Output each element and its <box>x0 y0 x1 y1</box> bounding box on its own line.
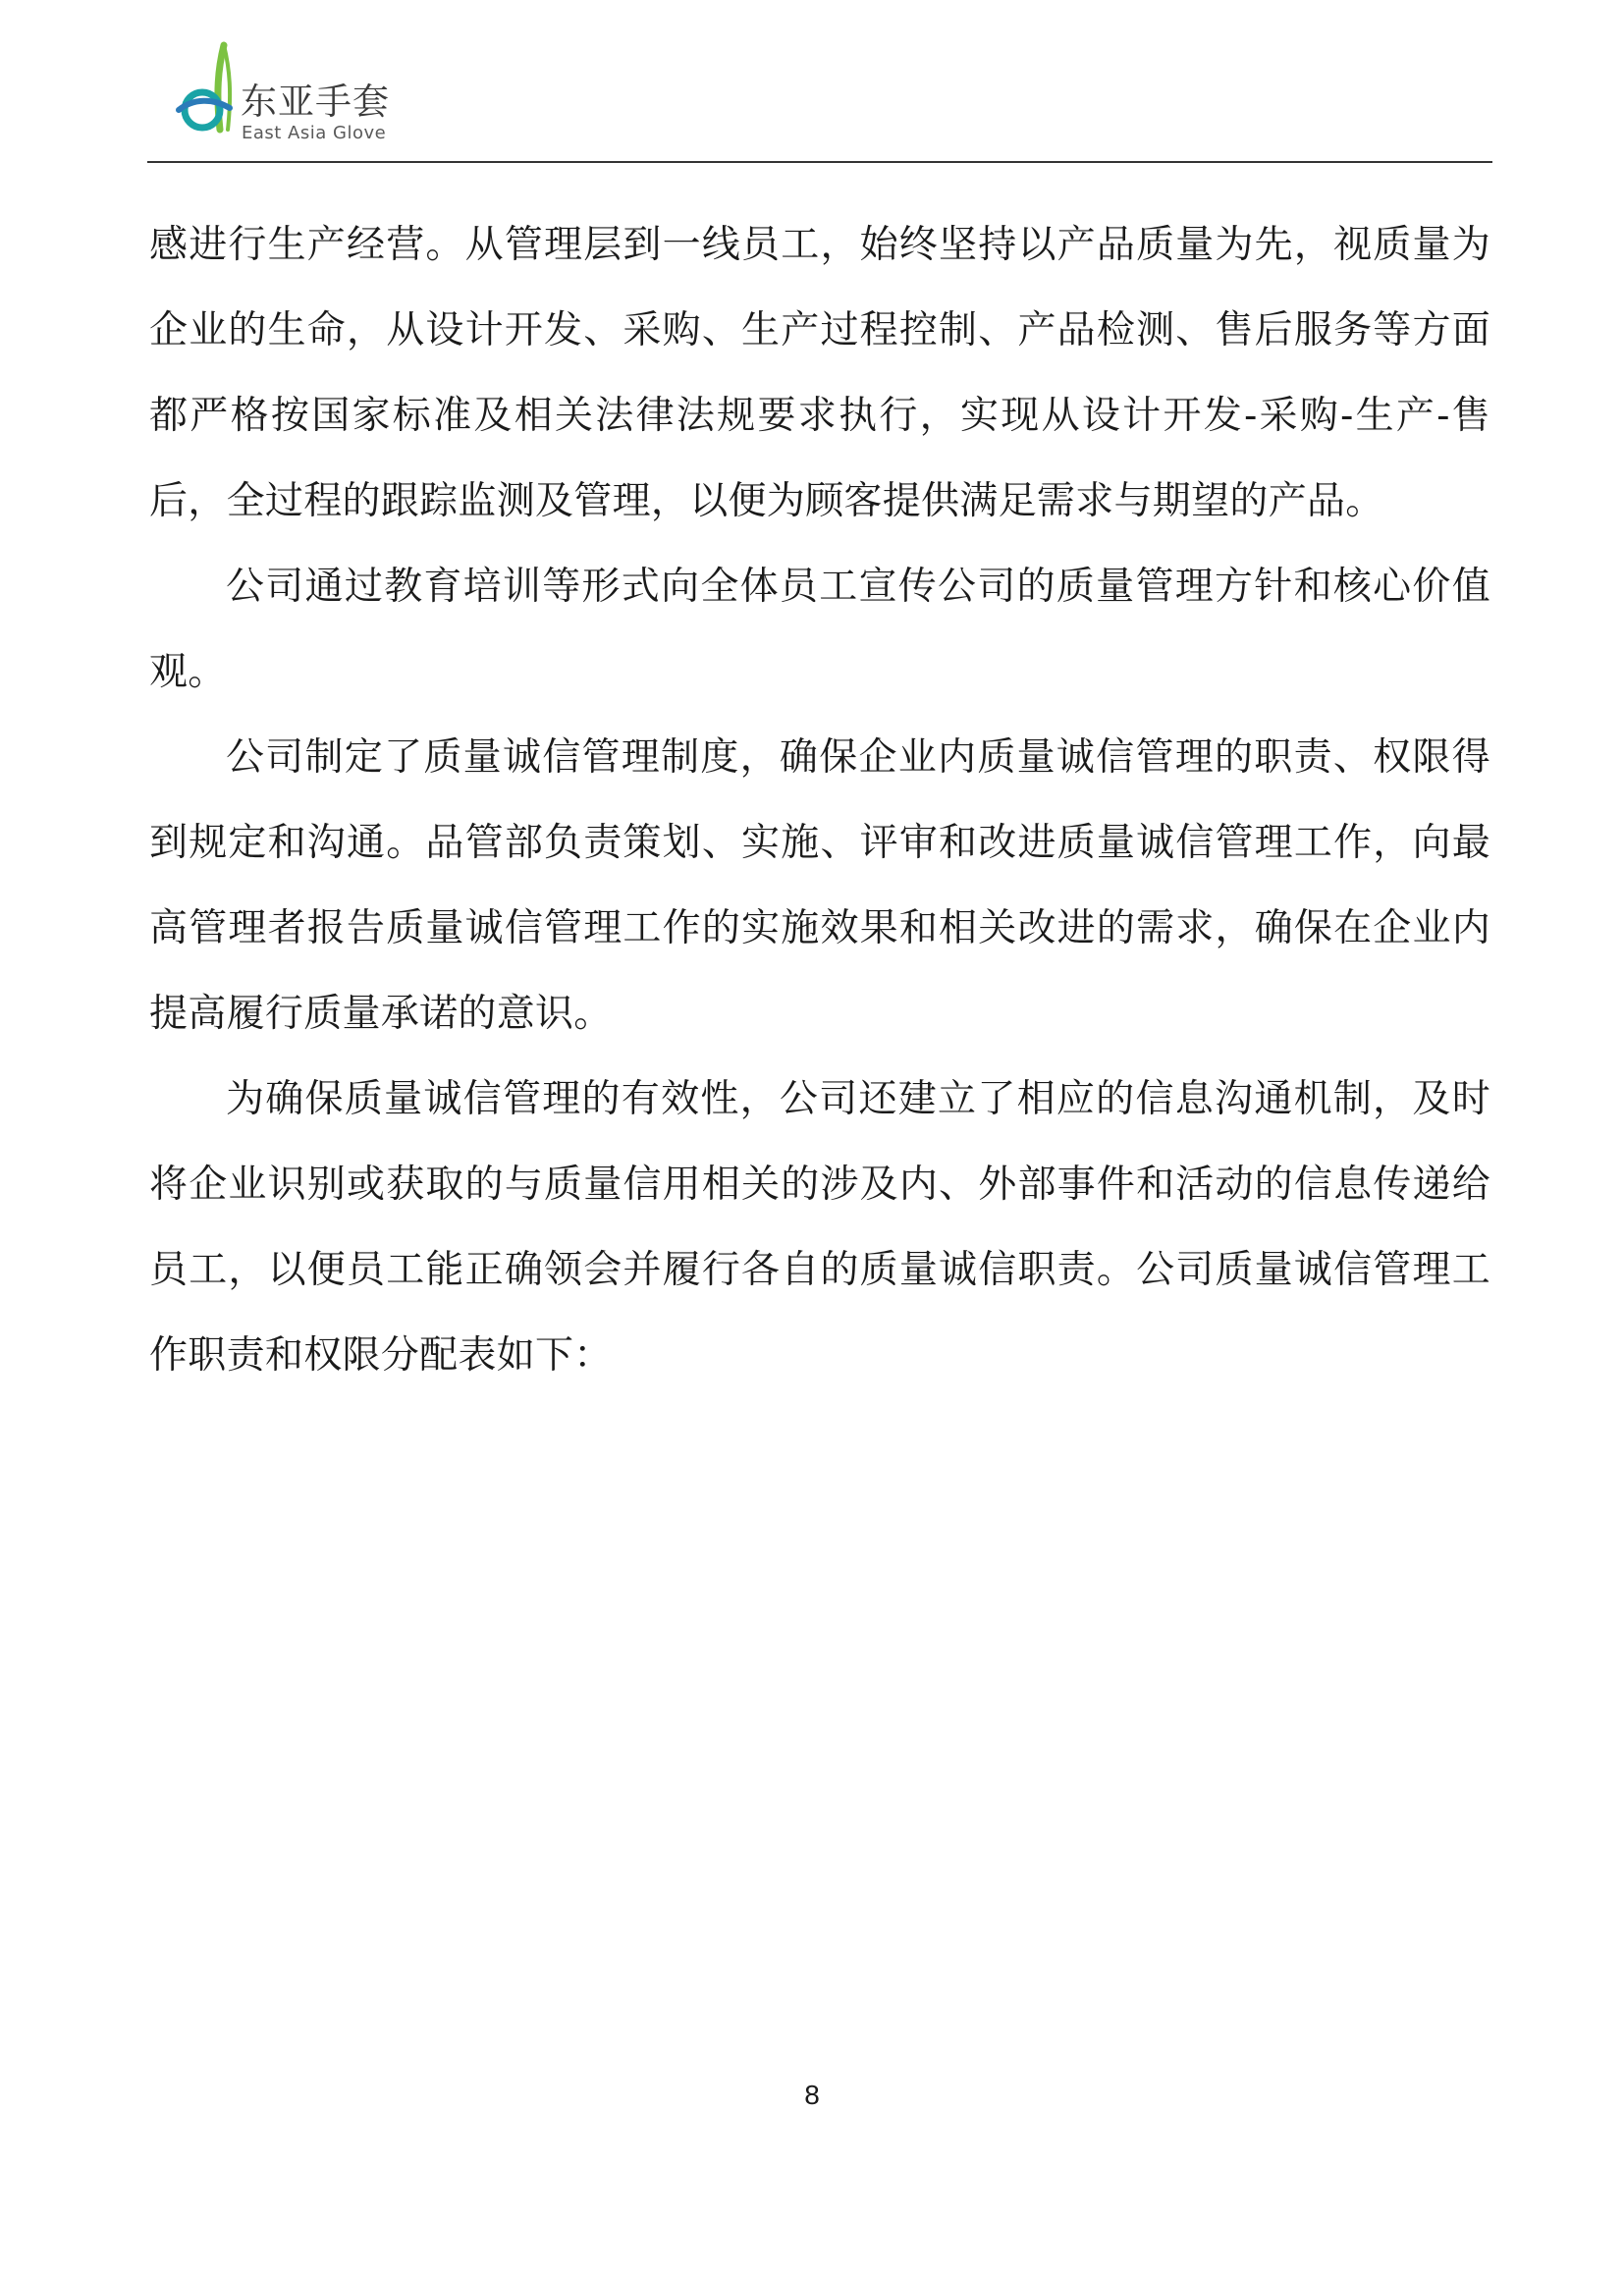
page-header <box>147 39 1492 157</box>
body-paragraph: 公司制定了质量诚信管理制度，确保企业内质量诚信管理的职责、权限得到规定和沟通。品管部负责策划、实施、评审和改进质量诚信管理工作，向最高管理者报告质量诚信管理工作的实施效果和相关改进的需求，确保在企业内提高履行质量承诺的意识。 <box>149 735 1490 1036</box>
body-paragraph: 公司通过教育培训等形式向全体员工宣传公司的质量管理方针和核心价值观。 <box>149 565 1490 694</box>
logo-english-name: East Asia Glove <box>242 123 387 143</box>
page-number: 8 <box>804 2080 820 2110</box>
body-paragraph: 为确保质量诚信管理的有效性，公司还建立了相应的信息沟通机制，及时将企业识别或获取的与质量信用相关的涉及内、外部事件和活动的信息传递给员工，以便员工能正确领会并履行各自的质量诚信职责。公司质量诚信管理工作职责和权限分配表如下： <box>149 1077 1490 1378</box>
header-divider <box>147 161 1492 163</box>
document-body <box>149 202 1490 1398</box>
logo-chinese-name: 东亚手套 <box>241 81 390 123</box>
body-paragraph: 感进行生产经营。从管理层到一线员工，始终坚持以产品质量为先，视质量为企业的生命，从设计开发、采购、生产过程控制、产品检测、售后服务等方面都严格按国家标准及相关法律法规要求执行，实现从设计开发-采购-生产-售后，全过程的跟踪监测及管理，以便为顾客提供满足需求与期望的产品。 <box>149 223 1490 523</box>
